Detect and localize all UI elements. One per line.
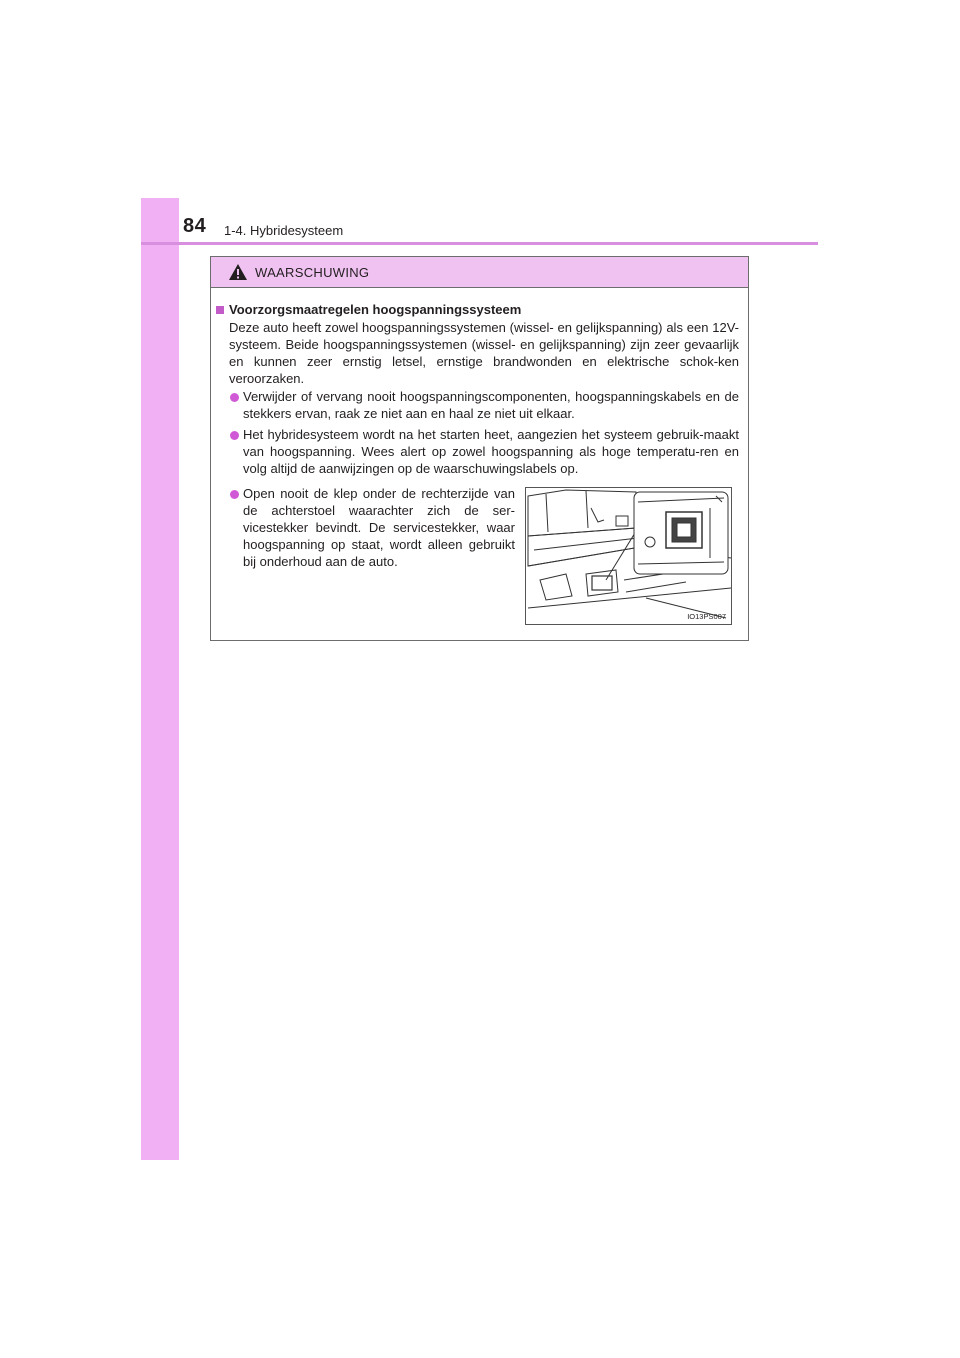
bullet-item: Open nooit de klep onder de rechterzijde van de achterstoel waarachter zich de ser-vicestekker bevindt. De servicestekker, waar hoogspanning op staat, wordt alleen gebruikt bij onderhoud aan de auto. [243, 486, 515, 569]
side-band [141, 198, 179, 1160]
warning-intro: Deze auto heeft zowel hoogspanningssystemen (wissel- en gelijkspanning) als een 12V-systeem. Beide hoogspanningssystemen (wissel- en gelijkspanning) zijn zeer gevaarlijk en kunnen zeer ernstig letsel, ernstige brandwonden en elektrische schok-ken veroorzaken. [229, 320, 739, 386]
page-number: 84 [183, 215, 207, 237]
warning-header [211, 257, 748, 288]
service-plug-illustration [525, 487, 732, 625]
bullet-item: Het hybridesysteem wordt na het starten heet, aangezien het systeem gebruik-maakt van hoogspanning. Wees alert op zowel hoogspanning als hoge temperatu-ren en volg altijd de aanwijzingen op de waarschuwingslabels op. [243, 427, 739, 476]
section-title: 1-4. Hybridesysteem [224, 223, 344, 238]
square-bullet-icon [216, 306, 224, 314]
bullet-dot-icon [230, 431, 239, 440]
illustration-code: IO13PS007 [687, 612, 726, 621]
header-rule [141, 242, 818, 245]
warning-triangle-icon [228, 263, 248, 281]
bullet-dot-icon [230, 393, 239, 402]
bullet-dot-icon [230, 490, 239, 499]
warning-title: WAARSCHUWING [255, 265, 370, 280]
bullet-item: Verwijder of vervang nooit hoogspanningscomponenten, hoogspanningskabels en de stekkers ervan, raak ze niet aan en haal ze niet uit elkaar. [243, 389, 739, 421]
warning-subheading: Voorzorgsmaatregelen hoogspanningssysteem [229, 302, 522, 317]
